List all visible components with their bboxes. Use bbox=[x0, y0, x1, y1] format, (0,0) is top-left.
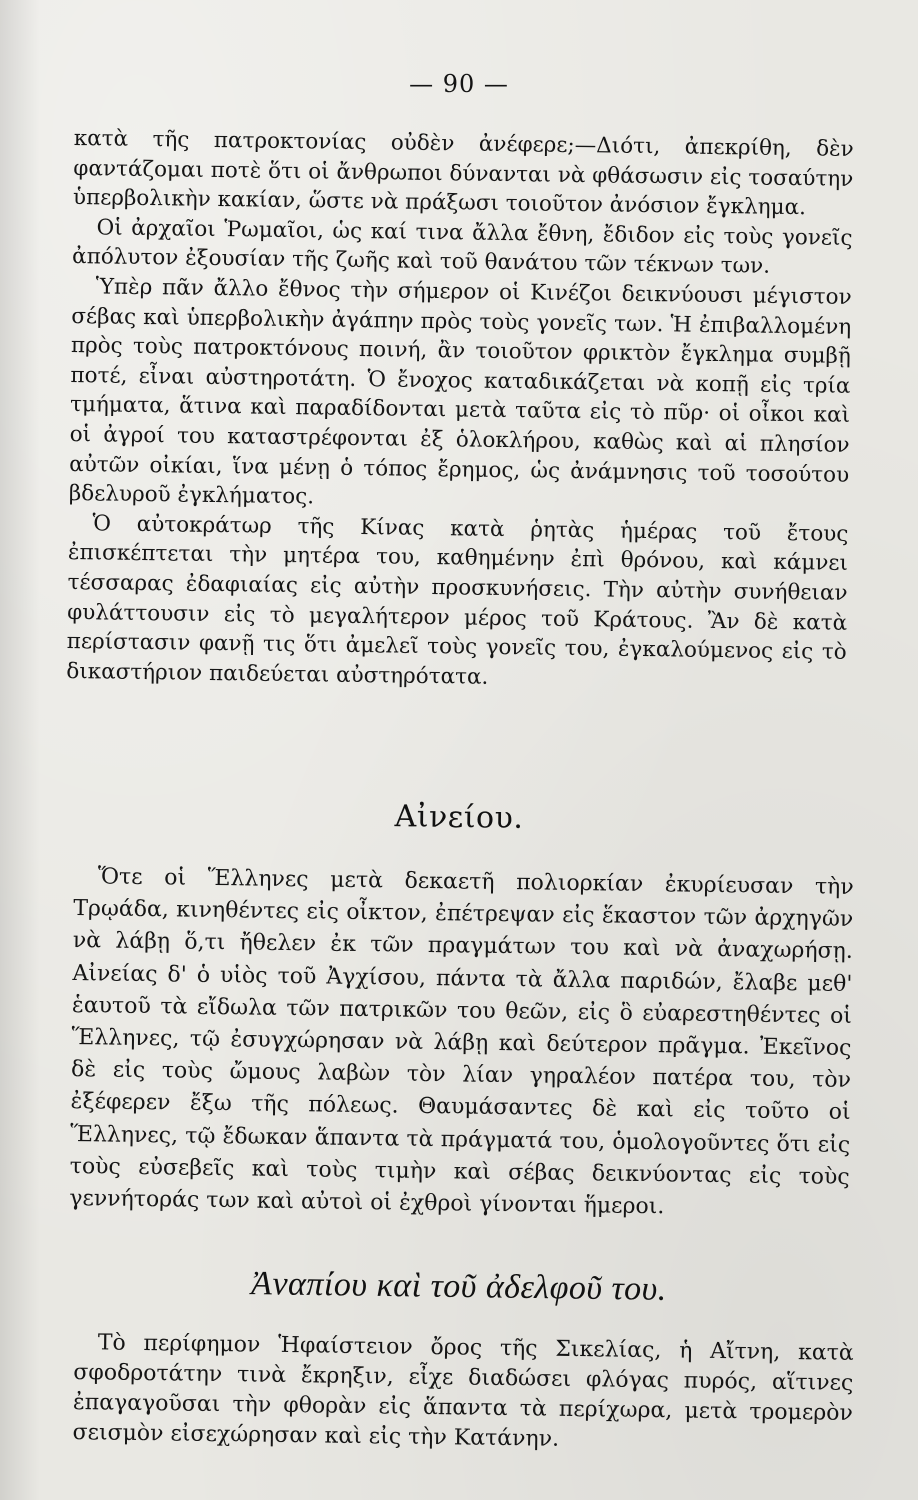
page-number: — 90 — bbox=[409, 70, 509, 98]
paragraph: Ὁ αὐτοκράτωρ τῆς Κίνας κατὰ ῥητὰς ἡμέρας τοῦ ἔτους ἐπισκέπτεται τὴν μητέρα του, καθημένην ἐπὶ θρόνου, καὶ κάμνει τέσσαρας ἐδαφιαίας εἰς αὐτὴν προσκυνήσεις. Τὴν αὐτὴν συνήθειαν φυλάττουσιν εἰς τὸ μεγαλήτερον μέρος τοῦ Κράτους. Ἂν δὲ κατὰ περίστασιν φανῇ τις ὅτι ἀμελεῖ τοὺς γονεῖς του, ἐγκαλούμενος εἰς τὸ δικαστήριον παιδεύεται αὐστηρότατα. bbox=[66, 511, 849, 690]
section-heading-aeneas: Αἰνείου. bbox=[394, 799, 524, 836]
paragraph: κατὰ τῆς πατροκτονίας οὐδὲν ἀνέφερε;—Διότι, ἀπεκρίθη, δὲν φαντάζομαι ποτὲ ὅτι οἱ ἄνθρωποι δύνανται νὰ φθάσωσιν εἰς τοσαύτην ὑπερβολικὴν κακίαν, ὥστε νὰ πράξωσι τοιοῦτον ἀνόσιον ἔγκλημα. bbox=[72, 125, 854, 221]
section-parricide-text bbox=[66, 124, 854, 697]
section-anapius-text bbox=[72, 1328, 854, 1459]
paragraph: Οἱ ἀρχαῖοι Ῥωμαῖοι, ὡς καί τινα ἄλλα ἔθνη, ἔδιδον εἰς τοὺς γονεῖς ἀπόλυτον ἐξουσίαν τῆς ζωῆς καὶ τοῦ θανάτου τῶν τέκνων των. bbox=[71, 215, 853, 280]
section-heading-anapius: Ἀναπίου καὶ τοῦ ἀδελφοῦ του. bbox=[250, 1265, 668, 1308]
paragraph: Τὸ περίφημον Ἡφαίστειον ὄρος τῆς Σικελίας, ἡ Αἴτνη, κατὰ σφοδροτάτην τινὰ ἔκρηξιν, εἶχε διαδώσει φλόγας πυρός, αἵτινες ἐπαγαγοῦσαι τὴν φθορὰν εἰς ἅπαντα τὰ περίχωρα, μετὰ τρομερὸν σεισμὸν εἰσεχώρησαν καὶ εἰς τὴν Κατάνην. bbox=[72, 1330, 854, 1452]
section-aeneas-text bbox=[69, 861, 854, 1226]
paragraph: Ὅτε οἱ Ἕλληνες μετὰ δεκαετῆ πολιορκίαν ἐκυρίευσαν τὴν Τρῳάδα, κινηθέντες εἰς οἶκτον, ἐπέτρεψαν εἰς ἕκαστον τῶν ἀρχηγῶν νὰ λάβῃ ὅ,τι ἤθελεν ἐκ τῶν πραγμάτων του καὶ νὰ ἀναχωρήσῃ. Αἰνείας δ' ὁ υἱὸς τοῦ Ἀγχίσου, πάντα τὰ ἄλλα παριδών, ἔλαβε μεθ' ἑαυτοῦ τὰ εἴδωλα τῶν πατρικῶν του θεῶν, εἰς ὃ εὐαρεστηθέντες οἱ Ἕλληνες, τῷ ἐσυγχώρησαν νὰ λάβῃ καὶ δεύτερον πρᾶγμα. Ἐκεῖνος δὲ εἰς τοὺς ὤμους λαβὼν τὸν λίαν γηραλέον πατέρα του, τὸν ἐξέφερεν ἔξω τῆς πόλεως. Θαυμάσαντες δὲ καὶ εἰς τοῦτο οἱ Ἕλληνες, τῷ ἔδωκαν ἅπαντα τὰ πράγματά του, ὁμολογοῦντες ὅτι εἰς τοὺς εὐσεβεῖς καὶ τοὺς τιμὴν καὶ σέβας δεικνύοντας εἰς τοὺς γεννήτοράς των καὶ αὐτοὶ οἱ ἐχθροὶ γίνονται ἥμεροι. bbox=[69, 864, 854, 1220]
paragraph: Ὑπὲρ πᾶν ἄλλο ἔθνος τὴν σήμερον οἱ Κινέζοι δεικνύουσι μέγιστον σέβας καὶ ὑπερβολικὴν ἀγάπην πρὸς τοὺς γονεῖς των. Ἡ ἐπιβαλλομένη πρὸς τοὺς πατροκτόνους ποινή, ἂν τοιοῦτον φρικτὸν ἔγκλημα συμβῇ ποτέ, εἶναι αὐστηροτάτη. Ὁ ἔνοχος καταδικάζεται νὰ κοπῇ εἰς τρία τμήματα, ἅτινα καὶ παραδίδονται μετὰ ταῦτα εἰς τὸ πῦρ· οἱ οἶκοι καὶ οἱ ἀγροί του καταστρέφονται ἐξ ὁλοκλήρου, καθὼς καὶ αἱ πλησίον αὐτῶν οἰκίαι, ἵνα μένῃ ὁ τόπος ἔρημος, ὡς ἀνάμνησις τοῦ τοσούτου βδελυροῦ ἐγκλήματος. bbox=[68, 274, 852, 510]
